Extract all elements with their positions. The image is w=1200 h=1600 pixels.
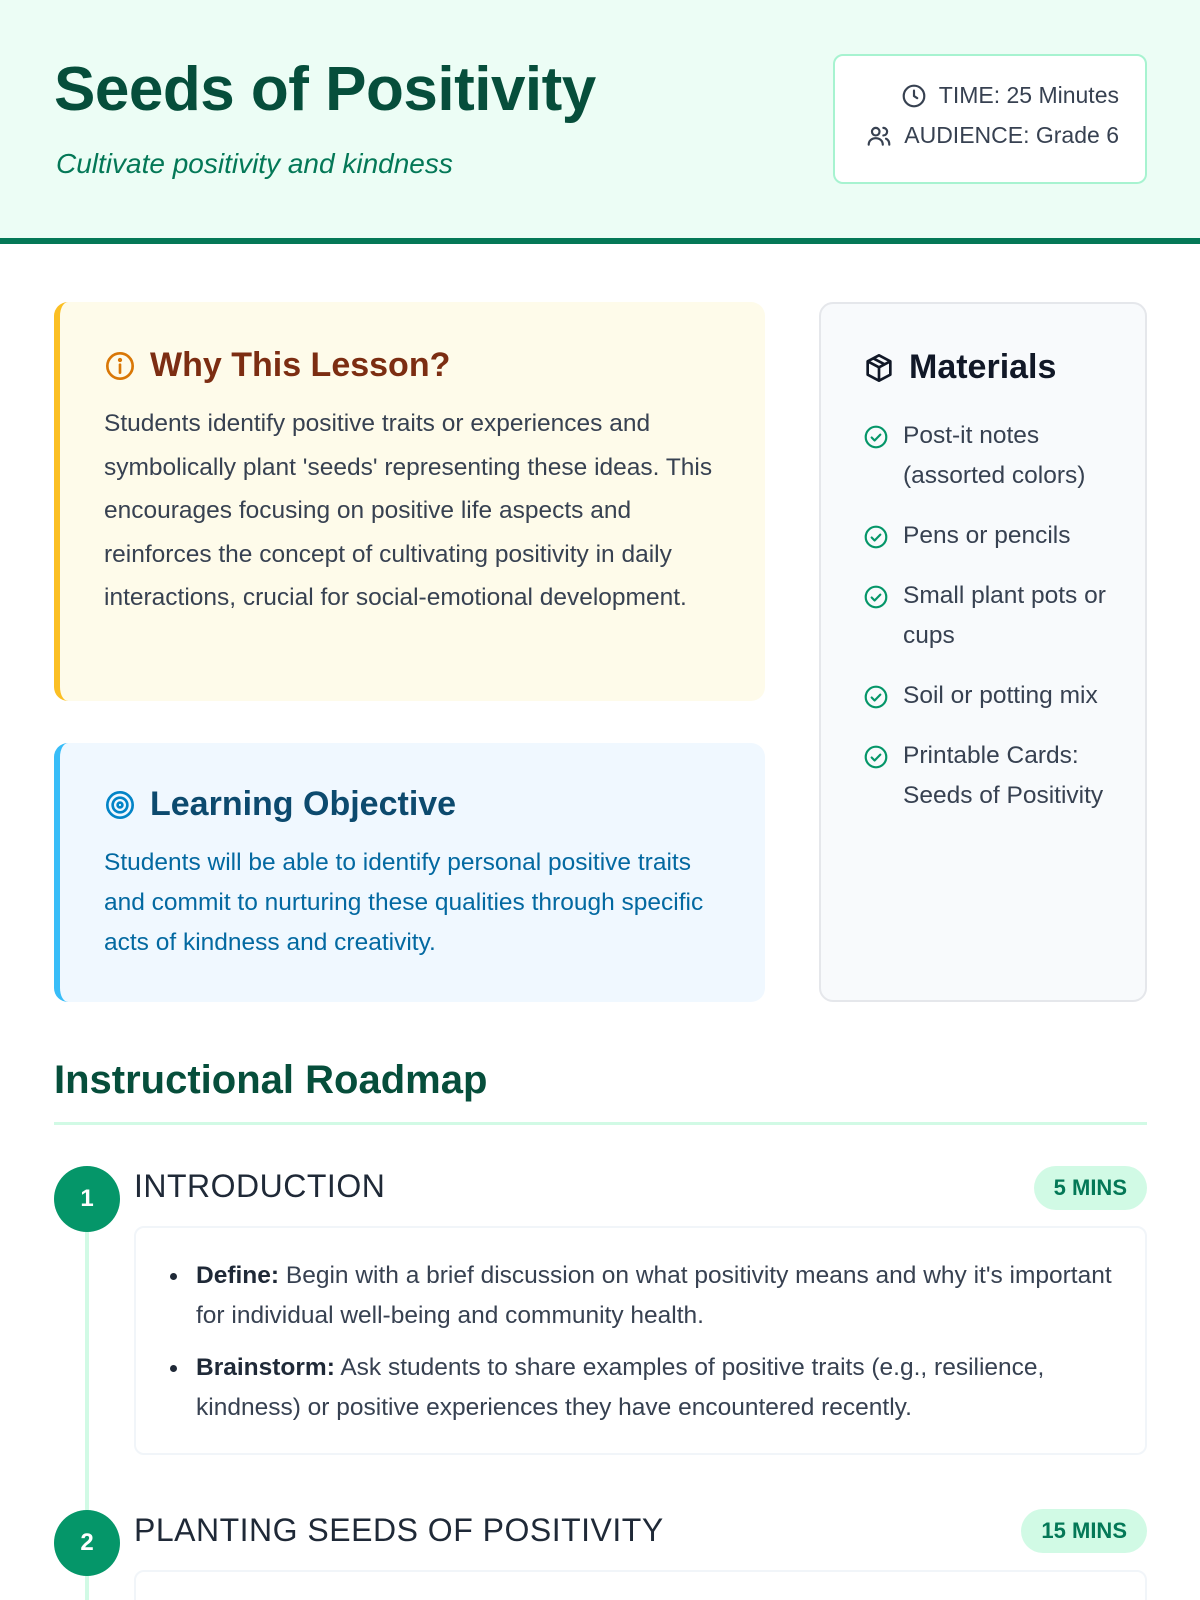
why-lesson-card xyxy=(54,302,765,701)
check-circle-icon xyxy=(863,684,889,710)
users-icon xyxy=(866,123,892,149)
page-subtitle: Cultivate positivity and kindness xyxy=(56,148,453,179)
bullet-text: Ask students to share examples of positive traits (e.g., resilience, kindness) or positive experiences they have encountered recently. xyxy=(196,1354,1045,1421)
lesson-header xyxy=(0,0,1200,244)
step-bullet xyxy=(166,1348,1115,1428)
step-number-badge: 2 xyxy=(54,1510,120,1576)
package-icon xyxy=(863,352,895,384)
materials-header xyxy=(863,348,1056,387)
info-icon xyxy=(104,350,136,382)
materials-card xyxy=(819,302,1147,1002)
why-lesson-header xyxy=(104,346,450,385)
audience-meta xyxy=(866,122,1119,149)
learning-objective-header xyxy=(104,785,456,824)
material-item xyxy=(863,516,1123,556)
material-label: Post-it notes (assorted colors) xyxy=(903,422,1086,489)
check-circle-icon xyxy=(863,584,889,610)
lesson-meta-box xyxy=(833,54,1147,184)
material-label: Printable Cards: Seeds of Positivity xyxy=(903,742,1104,809)
material-label: Pens or pencils xyxy=(903,522,1071,549)
bullet-term: Brainstorm: xyxy=(196,1354,335,1381)
step-title: INTRODUCTION xyxy=(134,1168,386,1204)
learning-objective-card xyxy=(54,743,765,1002)
clock-icon xyxy=(901,83,927,109)
why-lesson-heading: Why This Lesson? xyxy=(150,346,451,384)
bullet-term: Define: xyxy=(196,1262,280,1289)
audience-label: AUDIENCE: Grade 6 xyxy=(904,122,1119,148)
step-content-card xyxy=(134,1570,1147,1600)
materials-list xyxy=(863,416,1123,836)
material-item xyxy=(863,676,1123,716)
check-circle-icon xyxy=(863,744,889,770)
check-circle-icon xyxy=(863,424,889,450)
step-number-badge: 1 xyxy=(54,1166,120,1232)
material-item xyxy=(863,416,1123,496)
check-circle-icon xyxy=(863,524,889,550)
roadmap-divider xyxy=(54,1122,1147,1125)
step-bullet-list xyxy=(136,1228,1145,1428)
duration-badge: 5 MINS xyxy=(1034,1166,1147,1210)
learning-objective-text: Students will be able to identify personal positive traits and commit to nurturing these qualities through specific acts of kindness and creativity. xyxy=(104,849,704,956)
material-item xyxy=(863,736,1123,816)
duration-badge: 15 MINS xyxy=(1021,1509,1147,1553)
materials-heading: Materials xyxy=(909,348,1057,386)
learning-objective-heading: Learning Objective xyxy=(150,785,457,823)
step-bullet xyxy=(166,1256,1115,1336)
bullet-text: Begin with a brief discussion on what positivity means and why it's important for individual well-being and community health. xyxy=(196,1262,1112,1329)
material-item xyxy=(863,576,1123,656)
time-label: TIME: 25 Minutes xyxy=(938,82,1119,108)
material-label: Soil or potting mix xyxy=(903,682,1098,709)
roadmap-heading: Instructional Roadmap xyxy=(54,1058,488,1102)
time-meta xyxy=(901,82,1119,109)
step-title: PLANTING SEEDS OF POSITIVITY xyxy=(134,1512,664,1548)
why-lesson-text: Students identify positive traits or experiences and symbolically plant 'seeds' representing these ideas. This encourages focusing on positive life aspects and reinforces the concept of cultivating positivity in daily interactions, crucial for social-emotional development. xyxy=(104,410,713,611)
target-icon xyxy=(104,789,136,821)
page-title: Seeds of Positivity xyxy=(54,55,596,124)
material-label: Small plant pots or cups xyxy=(903,582,1106,649)
step-content-card xyxy=(134,1226,1147,1455)
